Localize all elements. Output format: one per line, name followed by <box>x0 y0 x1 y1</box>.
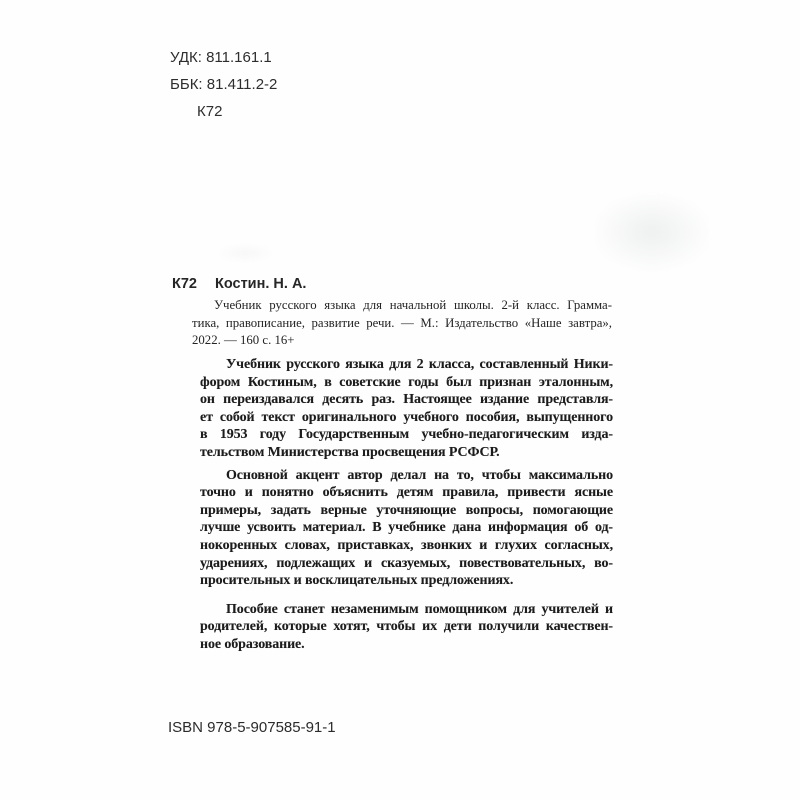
catalog-entry <box>172 276 616 350</box>
text-line: нокоренных словах, приставках, звонких и глухих согласных, <box>200 537 613 553</box>
catalog-code: К72 <box>172 276 197 292</box>
text-line: тельством Министерства просвещения РСФСР. <box>200 444 500 460</box>
text-line: Пособие станет незаменимым помощником для учителей и <box>226 601 613 617</box>
text-line: лучше усвоить материал. В учебнике дана информация об од- <box>200 520 613 536</box>
isbn-text: ISBN 978-5-907585-91-1 <box>168 719 336 736</box>
text-line: просительных и восклицательных предложениях. <box>200 573 514 589</box>
text-line: ное образование. <box>200 636 305 652</box>
annotation-paragraph-2 <box>200 467 613 590</box>
text-line: Основной акцент автор делал на то, чтобы максимально <box>226 467 613 483</box>
text-line: точно и понятно объяснить детям правила, привести ясные <box>200 485 613 501</box>
text-line: Учебник русского языка для 2 класса, составленный Ники- <box>226 357 613 372</box>
bbk-code: ББК: 81.411.2-2 <box>170 76 278 93</box>
annotation-text <box>200 356 613 654</box>
classification-codes <box>170 44 277 125</box>
annotation-paragraph-3 <box>200 601 613 654</box>
catalog-author: Костин. Н. А. <box>215 276 307 292</box>
text-line: примеры, задать верные уточняющие вопросы, помогающие <box>200 502 613 518</box>
text-line: Учебник русского языка для начальной школы. 2-й класс. Грамма- <box>214 298 612 312</box>
author-sign-code: К72 <box>197 103 223 120</box>
text-line: в 1953 году Государственным учебно-педагогическим изда- <box>200 427 613 443</box>
text-line: родителей, которые хотят, чтобы их дети получили качествен- <box>200 619 613 635</box>
catalog-description <box>192 297 612 350</box>
text-line: ударениях, подлежащих и сказуемых, повествовательных, во- <box>200 555 613 571</box>
udk-code: УДК: 811.161.1 <box>170 49 272 66</box>
annotation-paragraph-1 <box>200 356 613 462</box>
text-line: тика, правописание, развитие речи. — М.: Издательство «Наше завтра», <box>192 315 612 330</box>
text-line: 2022. — 160 с. 16+ <box>192 333 295 348</box>
text-line: он переиздавался десять раз. Настоящее издание представля- <box>200 392 613 408</box>
text-line: ет собой текст оригинального учебного пособия, выпущенного <box>200 409 613 425</box>
catalog-entry-header <box>172 276 616 293</box>
page-scan-smudge <box>215 244 275 262</box>
page-bleed-through-artifact <box>592 192 712 272</box>
text-line: фором Костиным, в советские годы был признан эталонным, <box>200 374 613 390</box>
